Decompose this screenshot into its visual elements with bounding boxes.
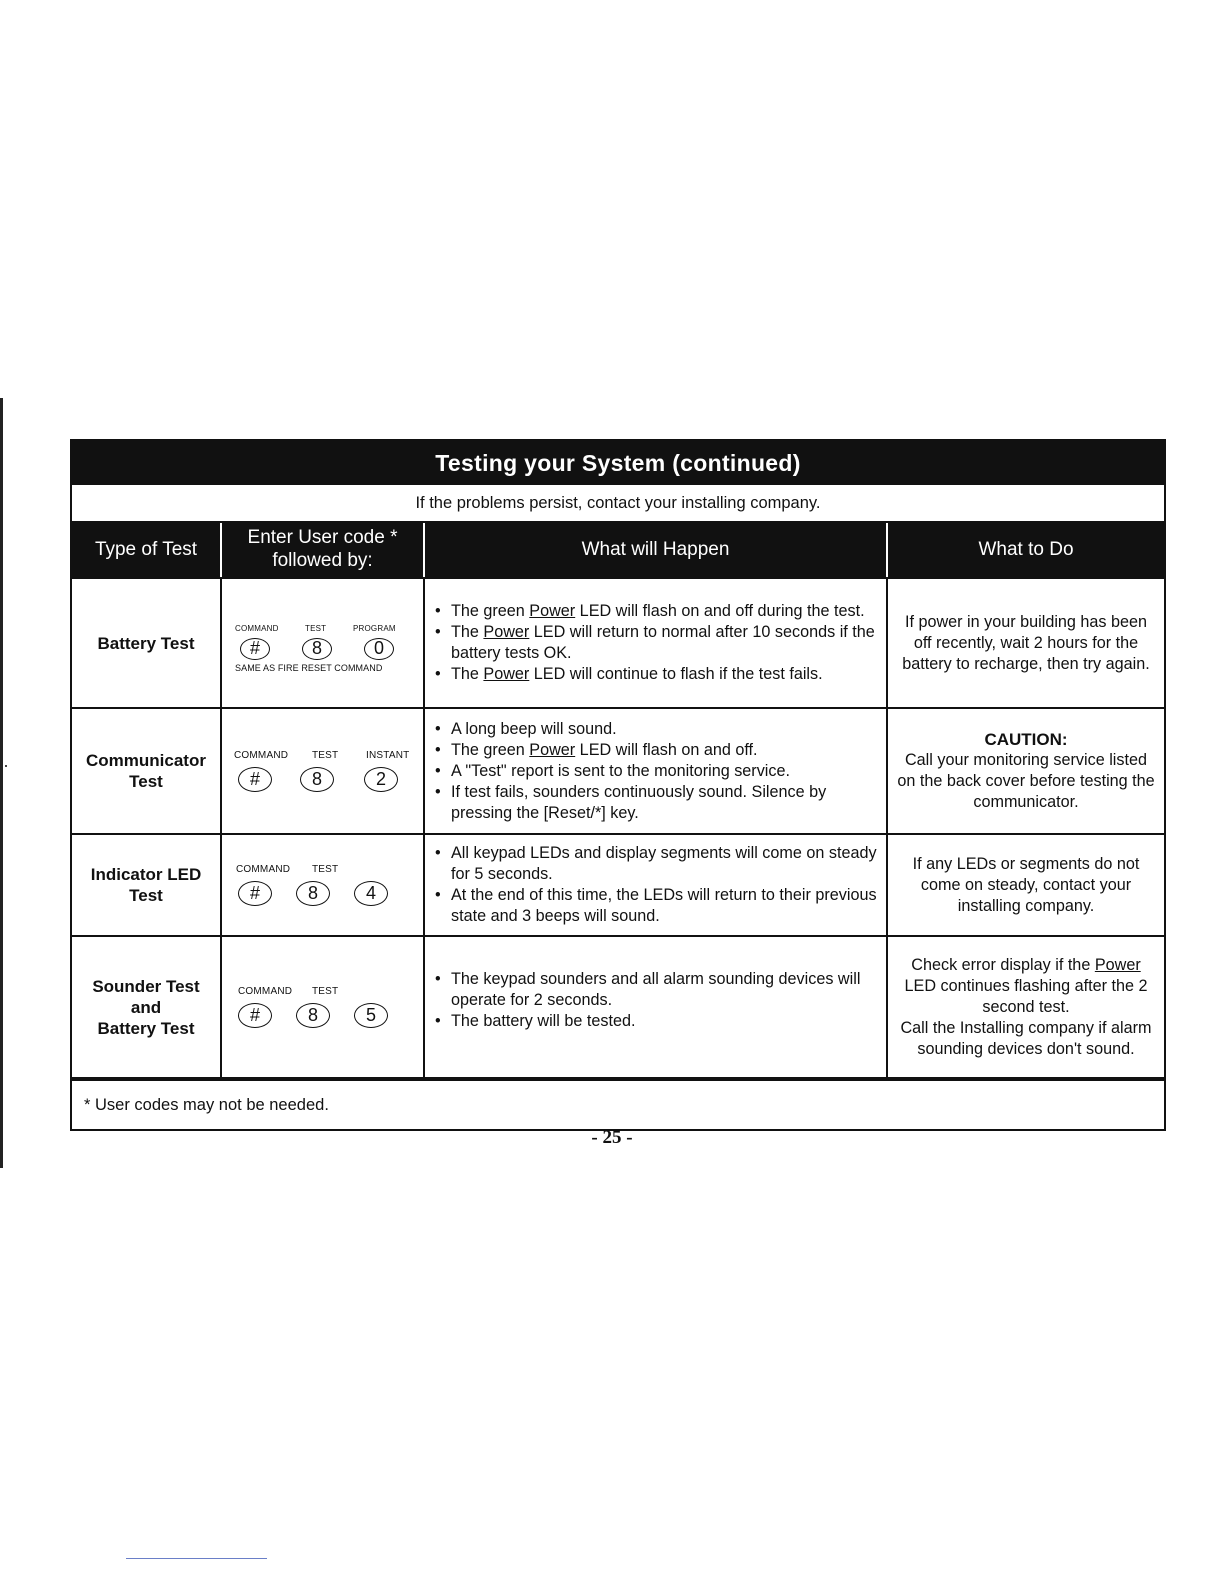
todo-extra-text: Call the Installing company if alarm sounding devices don't sound. <box>900 1018 1152 1058</box>
test-type-label: Sounder Test and Battery Test <box>92 976 200 1038</box>
what-to-do <box>888 579 1164 707</box>
key-row <box>238 1003 423 1028</box>
list-item: • The battery will be tested. <box>435 1011 878 1032</box>
hash-key-icon: # <box>238 1003 272 1028</box>
header-enter-label: Enter User code * followed by: <box>247 527 398 571</box>
list-item: • At the end of this time, the LEDs will return to their previous state and 3 beeps will sound. <box>435 885 878 927</box>
what-happens <box>425 937 888 1077</box>
list-item: • The Power LED will continue to flash if the test fails. <box>435 664 878 685</box>
list-item: • The green Power LED will flash on and off. <box>435 740 878 761</box>
hash-key-icon: # <box>240 638 270 660</box>
key-8-icon: 8 <box>300 767 334 792</box>
key-row <box>234 767 423 792</box>
what-happens <box>425 835 888 935</box>
what-happens <box>425 579 888 707</box>
list-item: • If test fails, sounders continuously sound. Silence by pressing the [Reset/*] key. <box>435 782 878 824</box>
caution-heading: CAUTION: <box>984 730 1068 749</box>
table-row <box>72 835 1164 937</box>
key-2-icon: 2 <box>364 767 398 792</box>
header-todo: What to Do <box>888 523 1164 577</box>
key-sequence <box>222 835 425 935</box>
key-8-icon: 8 <box>302 638 332 660</box>
testing-table <box>70 439 1166 1131</box>
key-label: COMMAND <box>234 750 289 761</box>
key-0-icon: 0 <box>364 638 394 660</box>
test-type-label: Indicator LED Test <box>90 865 202 905</box>
list-item: • All keypad LEDs and display segments will come on steady for 5 seconds. <box>435 843 878 885</box>
todo-text: Check error display if the Power LED continues flashing after the 2 second test. <box>904 955 1148 1016</box>
test-type <box>72 709 222 833</box>
key-labels <box>234 750 423 762</box>
key-label: COMMAND <box>235 623 279 633</box>
header-happen: What will Happen <box>425 523 888 577</box>
todo-text: If any LEDs or segments do not come on steady, contact your installing company. <box>912 854 1140 915</box>
todo-text: Call your monitoring service listed on the back cover before testing the communicator. <box>897 751 1155 811</box>
key-label: TEST <box>312 986 339 997</box>
page-speck <box>5 765 7 767</box>
list-item: • A long beep will sound. <box>435 719 878 740</box>
key-label: PROGRAM <box>353 623 396 633</box>
key-labels <box>235 624 423 636</box>
page-edge-mark <box>0 398 3 1168</box>
test-type <box>72 835 222 935</box>
todo-text: If power in your building has been off recently, wait 2 hours for the battery to recharge, then try again. <box>902 612 1150 673</box>
list-item: • A "Test" report is sent to the monitoring service. <box>435 761 878 782</box>
footnote: * User codes may not be needed. <box>72 1079 1164 1129</box>
key-label: INSTANT <box>366 750 410 761</box>
list-item: • The Power LED will return to normal after 10 seconds if the battery tests OK. <box>435 622 878 664</box>
what-happens <box>425 709 888 833</box>
table-row <box>72 709 1164 835</box>
key-4-icon: 4 <box>354 881 388 906</box>
key-label: TEST <box>312 864 339 875</box>
table-row <box>72 579 1164 709</box>
what-to-do <box>888 937 1164 1077</box>
header-type: Type of Test <box>72 523 222 577</box>
key-8-icon: 8 <box>296 881 330 906</box>
header-enter <box>222 523 425 577</box>
key-note: SAME AS FIRE RESET COMMAND <box>235 662 383 673</box>
table-title: Testing your System (continued) <box>72 441 1164 485</box>
key-5-icon: 5 <box>354 1003 388 1028</box>
key-8-icon: 8 <box>296 1003 330 1028</box>
what-to-do <box>888 835 1164 935</box>
test-type <box>72 579 222 707</box>
page-number: - 25 - <box>591 1127 633 1148</box>
list-item: • The green Power LED will flash on and off during the test. <box>435 601 878 622</box>
key-label: TEST <box>305 623 327 633</box>
hash-key-icon: # <box>238 881 272 906</box>
test-type-label: Battery Test <box>97 633 195 653</box>
key-sequence <box>222 937 425 1077</box>
hash-key-icon: # <box>238 767 272 792</box>
key-labels <box>236 864 423 876</box>
persist-note: If the problems persist, contact your installing company. <box>72 485 1164 523</box>
what-to-do <box>888 709 1164 833</box>
bottom-rule <box>126 1558 267 1559</box>
key-row <box>235 638 423 660</box>
key-sequence <box>222 579 425 707</box>
key-sequence <box>222 709 425 833</box>
header-row <box>72 523 1164 579</box>
key-label: COMMAND <box>238 986 293 997</box>
key-label: TEST <box>312 750 339 761</box>
table-row <box>72 937 1164 1079</box>
test-type-label: Communicator Test <box>86 751 206 791</box>
test-type <box>72 937 222 1077</box>
list-item: • The keypad sounders and all alarm sounding devices will operate for 2 seconds. <box>435 969 878 1011</box>
key-row <box>236 881 423 906</box>
key-labels <box>238 986 423 998</box>
key-label: COMMAND <box>236 864 291 875</box>
